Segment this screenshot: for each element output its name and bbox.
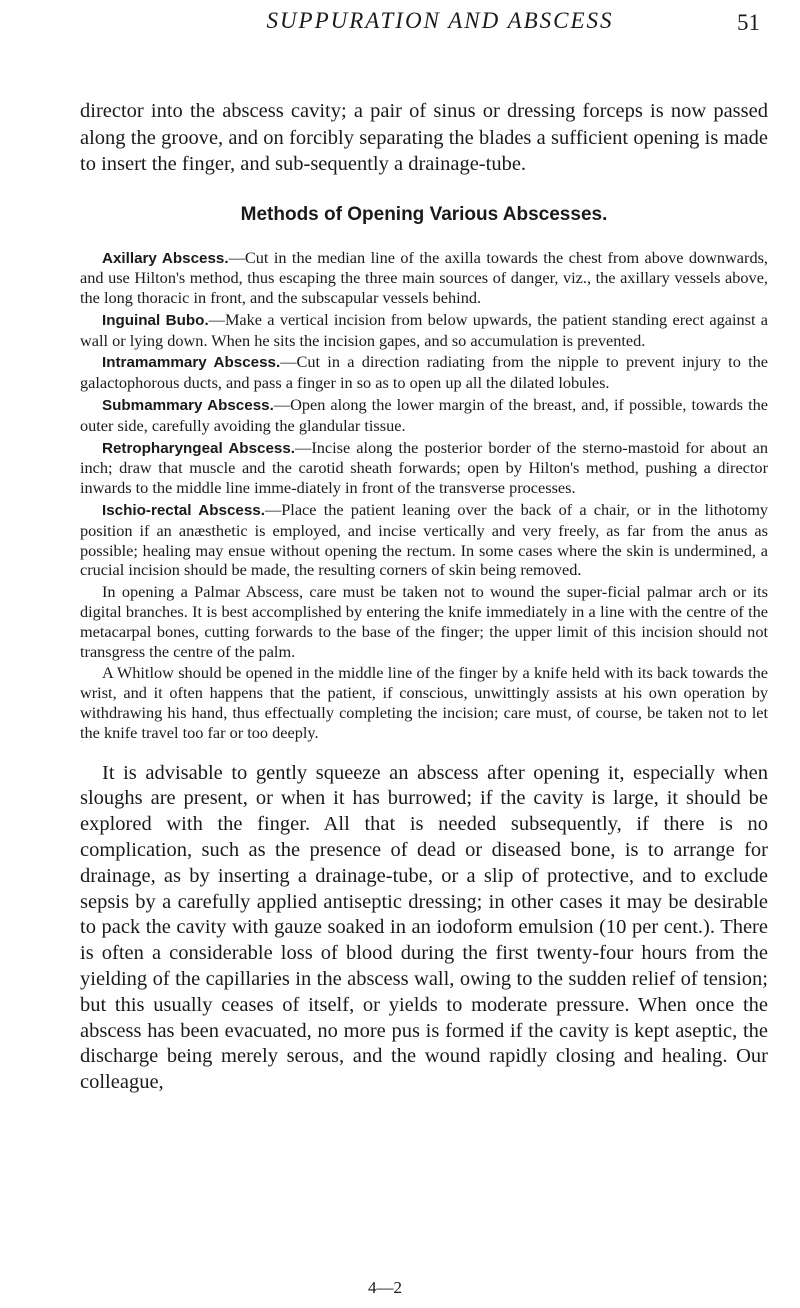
entry-ischio-rectal-abscess <box>80 500 768 580</box>
entry-text: In opening a Palmar Abscess, care must be taken not to wound the super-ficial palmar arch or its digital branches. It is best accomplished by entering the knife immediately in a line with the centre of the metacarpal bones, cutting forwards to the base of the finger; the upper limit of this incision should not transgress the centre of the palm. <box>80 582 768 661</box>
entry-text: —Incise along the posterior border of the sterno-mastoid for about an inch; draw that muscle and the carotid sheath forwards; open by Hilton's method, pushing a director inwards to the middle line imme-diately in front of the transverse processes. <box>80 437 768 498</box>
entry-whitlow <box>80 663 768 742</box>
text-block <box>80 98 768 1096</box>
entry-text: —Make a vertical incision from below upwards, the patient standing erect against a wall or lying down. When he sits the incision gapes, and so accumulation is prevented. <box>80 309 769 350</box>
entry-term: Inguinal Bubo. <box>102 311 209 329</box>
page-number: 51 <box>737 10 760 35</box>
entry-axillary-abscess <box>80 248 768 308</box>
intro-paragraph: director into the abscess cavity; a pair of sinus or dressing forceps is now passed along the groove, and on forcibly separating the blades a sufficient opening is made to insert the finger, and sub-sequently a drainage-tube. <box>80 100 768 175</box>
entry-term: Intramammary Abscess. <box>102 354 281 372</box>
entry-intramammary-abscess <box>80 352 768 393</box>
entry-inguinal-bubo <box>80 310 768 351</box>
entry-term: Ischio-rectal Abscess. <box>102 502 265 520</box>
entry-term: Axillary Abscess. <box>102 249 229 267</box>
entry-text: —Open along the lower margin of the breast, and, if possible, towards the outer side, carefully avoiding the glandular tissue. <box>80 395 768 435</box>
entry-text: —Place the patient leaning over the back of a chair, or in the lithotomy position if an anæsthetic is employed, and incise vertically and very freely, as far from the anus as possible; healing may ensue without opening the rectum. In some cases where the skin is undermined, a crucial incision should be made, the resulting corners of skin being removed. <box>80 500 769 580</box>
entry-palmar-abscess <box>80 582 768 661</box>
entry-text: —Cut in a direction radiating from the nipple to prevent injury to the galactophorous ducts, and pass a finger in so as to open up all the dilated lobules. <box>80 352 769 393</box>
section-title: Methods of Opening Various Abscesses. <box>240 203 608 225</box>
entry-term: Submammary Abscess. <box>102 397 274 415</box>
entry-retropharyngeal-abscess <box>80 438 768 498</box>
entry-text: —Cut in the median line of the axilla towards the chest from above downwards, and use Hilton's method, thus escaping the three main sources of danger, viz., the axillary vessels above, the long thoracic in front, and the subscapular vessels behind. <box>80 247 768 308</box>
entry-submammary-abscess <box>80 395 768 436</box>
closing-paragraph: It is advisable to gently squeeze an abscess after opening it, especially when sloughs are present, or when it has burrowed; if the cavity is large, it should be explored with the finger. All that is needed subsequently, if there is no complication, such as the presence of dead or diseased bone, is to arrange for drainage, as by inserting a drainage-tube, or a slip of protective, and to exclude sepsis by a carefully applied antiseptic dressing; in other cases it may be desirable to pack the cavity with gauze soaked in an iodoform emulsion (10 per cent.). There is often a considerable loss of blood during the first twenty-four hours from the yielding of the capillaries in the abscess wall, owing to the sudden relief of tension; but this usually ceases of itself, or yields to moderate pressure. When once the abscess has been evacuated, no more pus is formed if the cavity is kept aseptic, the discharge being merely serous, and the wound rapidly closing and healing. Our colleague, <box>80 761 768 1094</box>
entry-text: A Whitlow should be opened in the middle line of the finger by a knife held with its back towards the wrist, and it often happens that the patient, if conscious, unwittingly assists at his own operation by withdrawing his hand, thus effectually completing the incision; care must, of course, be taken not to let the knife travel too far or too deeply. <box>80 663 768 742</box>
running-title: SUPPURATION AND ABSCESS <box>266 8 614 33</box>
signature-mark: 4—2 <box>368 1278 402 1297</box>
abscess-entries <box>80 248 768 743</box>
entry-term: Retropharyngeal Abscess. <box>102 439 296 457</box>
